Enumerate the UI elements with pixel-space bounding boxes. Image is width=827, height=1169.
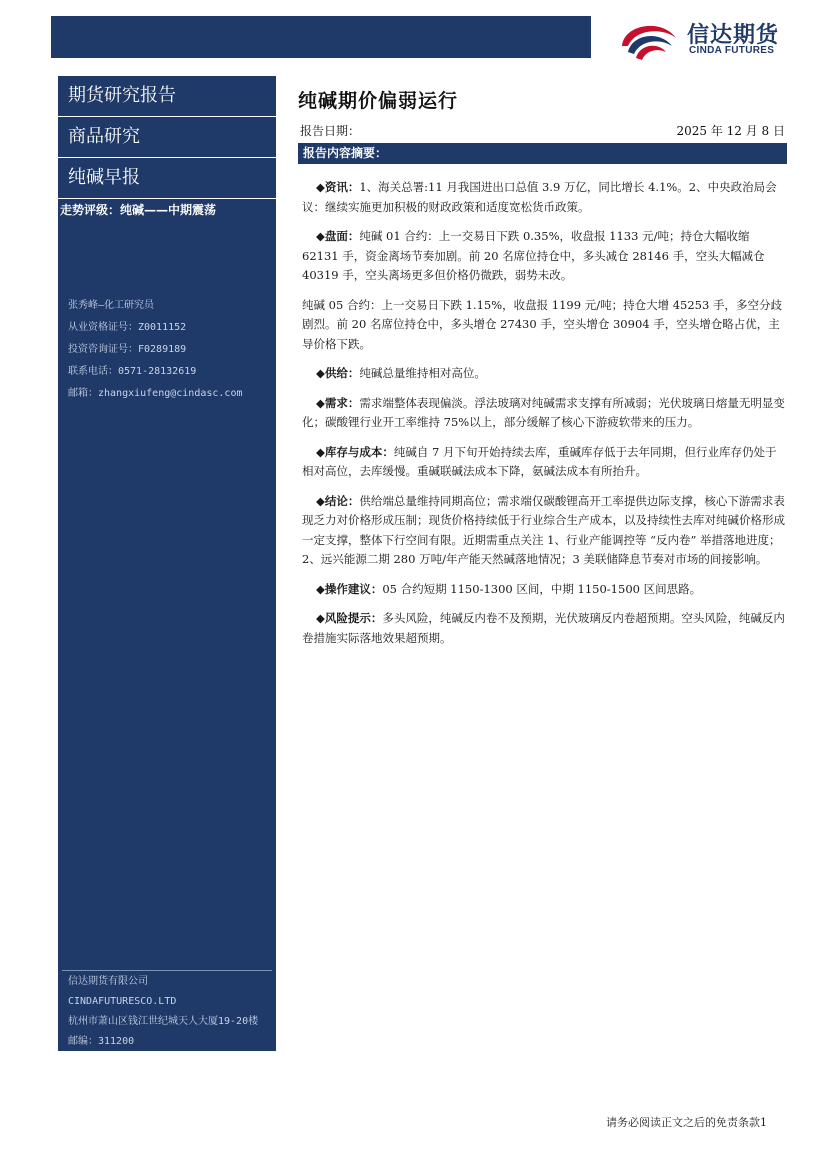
cinda-logo [614, 16, 804, 60]
company-postcode: 邮编：311200 [68, 1036, 135, 1047]
company-info [68, 972, 258, 1052]
analyst-qualification: 从业资格证号：Z0011152 [68, 322, 187, 333]
report-title: 纯碱期价偏弱运行 [298, 90, 459, 112]
summary-content [302, 178, 785, 658]
header-bar [51, 16, 591, 58]
analyst-info [68, 295, 243, 405]
section-advice: ◆操作建议：05 合约短期 1150-1300 区间，中期 1150-1500 区间思路。 [316, 581, 702, 596]
section-news: ◆资讯：1、海关总署:11 月我国进出口总值 3.9 万亿，同比增长 4.1%。2、中央政治局会议：继续实施更加积极的财政政策和适度宽松货币政策。 [302, 180, 777, 214]
analyst-consulting-id: 投资咨询证号：F0289189 [68, 344, 187, 355]
sidebar-report-type: 期货研究报告 [58, 76, 276, 116]
company-name: 信达期货有限公司 [68, 976, 148, 987]
logo-chinese-text: 信达期货 [687, 23, 780, 48]
section-risk: ◆风险提示：多头风险，纯碱反内卷不及预期，光伏玻璃反内卷超预期。空头风险，纯碱反内卷措施实际落地效果超预期。 [302, 611, 785, 645]
section-market-05: 纯碱 05 合约：上一交易日下跌 1.15%，收盘报 1199 元/吨；持仓大增 45253 手，多空分歧剧烈。前 20 名席位持仓中，多头增仓 27430 手，空头增仓 30904 手，空头增仓略占优，主导价格下跌。 [302, 297, 782, 351]
sidebar-divider [62, 970, 272, 971]
report-date-label: 报告日期： [300, 124, 361, 138]
analyst-email: 邮箱：zhangxiufeng@cindasc.com [68, 388, 243, 399]
section-inventory-cost: ◆库存与成本：纯碱自 7 月下旬开始持续去库，重碱库存低于去年同期，但行业库存仍处于相对高位，去库缓慢。重碱联碱法成本下降，氨碱法成本有所抬升。 [302, 444, 777, 478]
disclaimer-footer: 请务必阅读正文之后的免责条款1 [606, 1116, 767, 1129]
summary-header: 报告内容摘要： [298, 143, 787, 164]
sidebar-report-name: 纯碱早报 [58, 158, 276, 198]
sidebar [58, 76, 276, 221]
company-address: 杭州市萧山区钱江世纪城天人大厦19-20楼 [68, 1016, 259, 1027]
section-conclusion: ◆结论：供给端总量维持同期高位；需求端仅碳酸锂高开工率提供边际支撑，核心下游需求表现乏力对价格形成压制；现货价格持续低于行业综合生产成本，以及持续性去库对纯碱价格形成一定支撑，整体下行空间有限。近期需重点关注 1、行业产能调控等 “反内卷” 举措落地进度；2、远兴能源二期 280 万吨/年产能天然碱落地情况；3 美联储降息节奏对市场的间接影响。 [302, 493, 785, 566]
cinda-logo-icon [614, 16, 684, 60]
report-date-value: 2025 年 12 月 8 日 [676, 124, 785, 138]
section-demand: ◆需求：需求端整体表现偏淡。浮法玻璃对纯碱需求支撑有所减弱；光伏玻璃日熔量无明显变化；碳酸锂行业开工率维持 75%以上，部分缓解了核心下游疲软带来的压力。 [302, 395, 785, 429]
section-supply: ◆供给：纯碱总量维持相对高位。 [316, 366, 486, 380]
section-market: ◆盘面：纯碱 01 合约：上一交易日下跌 0.35%，收盘报 1133 元/吨；持仓大幅收缩 62131 手，资金离场节奏加剧。前 20 名席位持仓中，多头减仓 28146 手，空头大幅减仓 40319 手，空头离场更多但价格仍微跌，弱势未改。 [302, 229, 765, 282]
analyst-name: 张秀峰—化工研究员 [68, 300, 155, 311]
report-date-row [298, 122, 785, 140]
trend-rating: 走势评级：纯碱——中期震荡 [58, 199, 276, 221]
sidebar-category: 商品研究 [58, 117, 276, 157]
analyst-phone: 联系电话：0571-28132619 [68, 366, 197, 377]
company-english-name: CINDAFUTURESCO.LTD [68, 996, 177, 1007]
logo-english-text: CINDA FUTURES [689, 45, 775, 56]
